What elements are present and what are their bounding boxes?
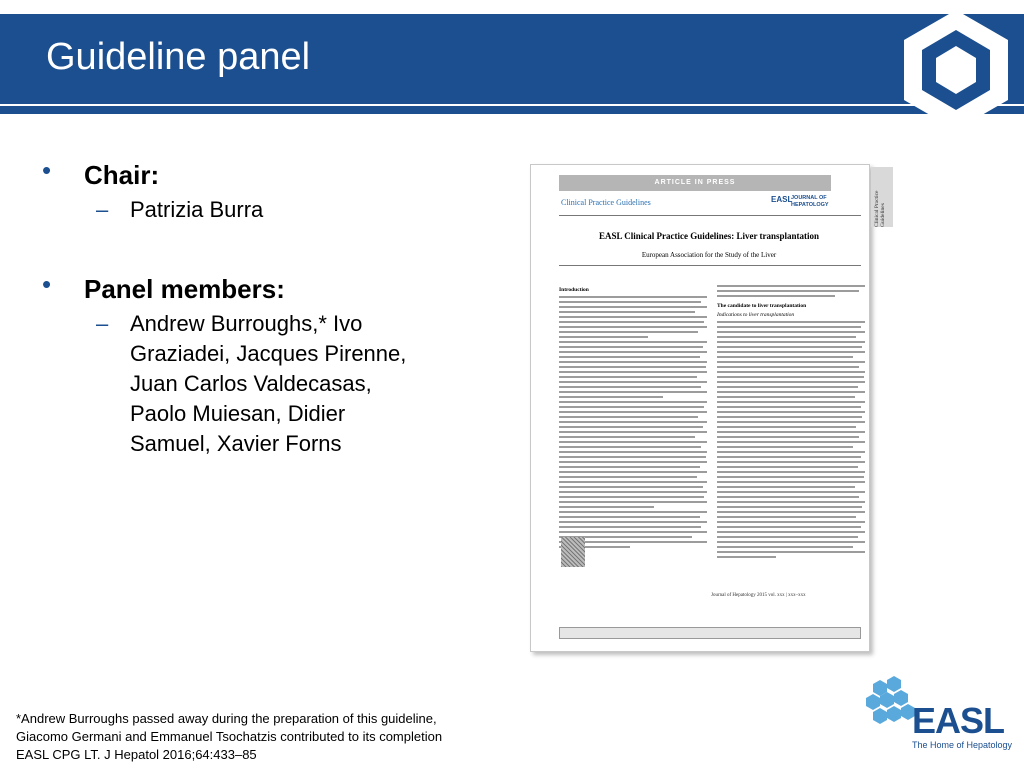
paper-column-left bbox=[559, 285, 707, 551]
right-subheading: Indications to liver transplantation bbox=[717, 312, 795, 318]
header-rule bbox=[0, 106, 1024, 114]
dash-icon: – bbox=[96, 197, 109, 222]
footnote-line: Giacomo Germani and Emmanuel Tsochatzis contributed to its completion bbox=[16, 729, 443, 744]
hexagon-logo-icon bbox=[898, 6, 1014, 134]
side-tab: Clinical Practice Guidelines bbox=[871, 167, 893, 227]
bullet-panel-members bbox=[40, 269, 510, 309]
member-line: Paolo Muiesan, Didier bbox=[130, 401, 346, 426]
paper-title: EASL Clinical Practice Guidelines: Liver transplantation bbox=[598, 231, 820, 241]
bullet-chair bbox=[40, 155, 510, 195]
paper-column-right bbox=[717, 285, 865, 561]
footnote-citation: EASL CPG LT. J Hepatol 2016;64:433–85 bbox=[16, 747, 257, 762]
citation-bar bbox=[559, 627, 861, 639]
chair-name: Patrizia Burra bbox=[130, 197, 264, 222]
member-line: Graziadei, Jacques Pirenne, bbox=[130, 341, 407, 366]
elsevier-tree-icon bbox=[561, 537, 585, 567]
paper-author: European Association for the Study of the Liver bbox=[641, 251, 777, 259]
member-line: Samuel, Xavier Forns bbox=[130, 431, 342, 456]
bullet-heading: Chair: bbox=[84, 160, 160, 190]
footnote-line: *Andrew Burroughs passed away during the preparation of this guideline, bbox=[16, 711, 437, 726]
easl-logo-text: EASL bbox=[912, 700, 1005, 741]
section-label: Clinical Practice Guidelines bbox=[561, 198, 651, 207]
dash-icon: – bbox=[96, 311, 109, 336]
sub-item-chair bbox=[40, 195, 510, 225]
member-line: Juan Carlos Valdecasas, bbox=[130, 371, 372, 396]
bullet-list bbox=[40, 155, 510, 459]
article-in-press-banner: ARTICLE IN PRESS bbox=[559, 175, 831, 191]
right-heading: The candidate to liver transplantation bbox=[717, 303, 807, 309]
bullet-dot-icon: • bbox=[42, 269, 52, 299]
footnote bbox=[16, 710, 442, 764]
paper-thumbnail bbox=[530, 164, 886, 652]
easl-tagline: The Home of Hepatology bbox=[912, 740, 1013, 750]
slide-title: Guideline panel bbox=[46, 36, 311, 78]
bullet-dot-icon: • bbox=[42, 155, 52, 185]
journal-name: JOURNAL OF HEPATOLOGY bbox=[791, 195, 829, 208]
bullet-heading: Panel members: bbox=[84, 274, 285, 304]
sub-item-panel-members bbox=[40, 309, 510, 459]
intro-heading: Introduction bbox=[559, 287, 589, 293]
journal-footer: Journal of Hepatology 2015 vol. xxx | xxx–xxx bbox=[711, 593, 806, 598]
easl-mini-mark: EASL bbox=[771, 195, 793, 204]
member-line: Andrew Burroughs,* Ivo bbox=[130, 311, 363, 336]
